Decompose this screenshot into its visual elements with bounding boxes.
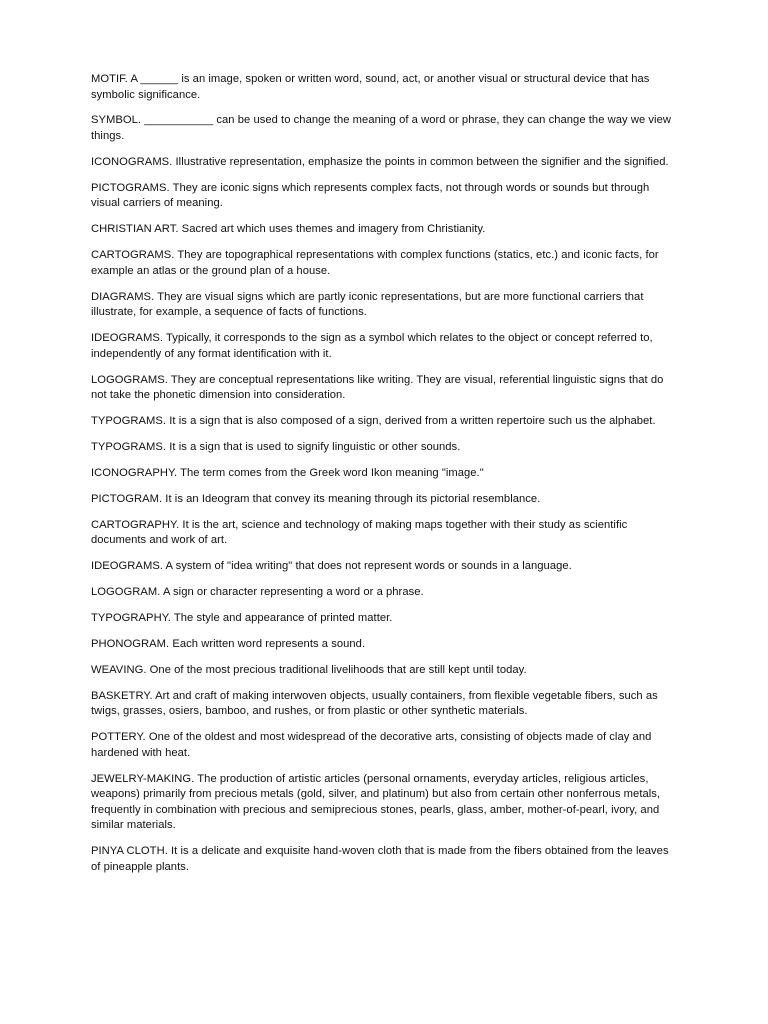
entry-typograms-2: TYPOGRAMS. It is a sign that is used to signify linguistic or other sounds. (91, 441, 461, 454)
entry-symbol: SYMBOL. ___________ can be used to change the meaning of a word or phrase, they can change the way we view things. (91, 114, 671, 143)
entry-pottery: POTTERY. One of the oldest and most widespread of the decorative arts, consisting of objects made of clay and hardened with heat. (91, 731, 652, 759)
entry-typograms-1: TYPOGRAMS. It is a sign that is also composed of a sign, derived from a written repertoire such us the alphabet. (91, 415, 656, 428)
entry-logograms: LOGOGRAMS. They are conceptual representations like writing. They are visual, referential linguistic signs that do not take the phonetic dimension into consideration. (91, 373, 664, 402)
entry-jewelry-making: JEWELRY-MAKING. The production of artistic articles (personal ornaments, everyday articles, religious articles, weapons) primarily from precious metals (gold, silver, and platinum) but also from certain other nonferrous metals, frequently in combination with precious and semiprecious stones, pearls, glass, amber, mother-of-pearl, ivory, and similar materials. (91, 772, 661, 832)
entry-iconograms: ICONOGRAMS. Illustrative representation, emphasize the points in common between the signifier and the signified. (91, 155, 669, 168)
entry-logogram: LOGOGRAM. A sign or character representing a word or a phrase. (91, 586, 424, 599)
entry-cartography: CARTOGRAPHY. It is the art, science and technology of making maps together with their study as scientific documents and work of art. (91, 518, 628, 547)
entry-weaving: WEAVING. One of the most precious traditional livelihoods that are still kept until today. (91, 663, 527, 676)
entry-diagrams: DIAGRAMS. They are visual signs which are partly iconic representations, but are more functional carriers that illustrate, for example, a sequence of facts of functions. (91, 290, 644, 319)
document-body (91, 72, 681, 886)
entry-phonogram: PHONOGRAM. Each written word represents a sound. (91, 637, 366, 650)
entry-ideograms: IDEOGRAMS. Typically, it corresponds to the sign as a symbol which relates to the object or concept referred to, independently of any format identification with it. (91, 332, 653, 360)
entry-pictograms: PICTOGRAMS. They are iconic signs which represents complex facts, not through words or sounds but through visual carriers of meaning. (91, 181, 650, 210)
entry-christian-art: CHRISTIAN ART. Sacred art which uses themes and imagery from Christianity. (91, 223, 486, 236)
entry-iconography: ICONOGRAPHY. The term comes from the Greek word Ikon meaning "image." (91, 466, 484, 479)
entry-cartograms: CARTOGRAMS. They are topographical representations with complex functions (statics, etc.) and iconic facts, for example an atlas or the ground plan of a house. (91, 249, 659, 277)
entry-ideograms-2: IDEOGRAMS. A system of "idea writing" that does not represent words or sounds in a language. (91, 560, 572, 573)
entry-motif: MOTIF. A ______ is an image, spoken or written word, sound, act, or another visual or structural device that has symbolic significance. (91, 73, 650, 101)
entry-typography: TYPOGRAPHY. The style and appearance of printed matter. (91, 612, 393, 624)
entry-pinya-cloth: PINYA CLOTH. It is a delicate and exquisite hand-woven cloth that is made from the fibers obtained from the leaves of pineapple plants. (91, 845, 669, 873)
entry-pictogram: PICTOGRAM. It is an Ideogram that convey its meaning through its pictorial resemblance. (91, 492, 541, 505)
entry-basketry: BASKETRY. Art and craft of making interwoven objects, usually containers, from flexible vegetable fibers, such as twigs, grasses, osiers, bamboo, and rushes, or from plastic or other synthetic materials. (91, 689, 658, 718)
